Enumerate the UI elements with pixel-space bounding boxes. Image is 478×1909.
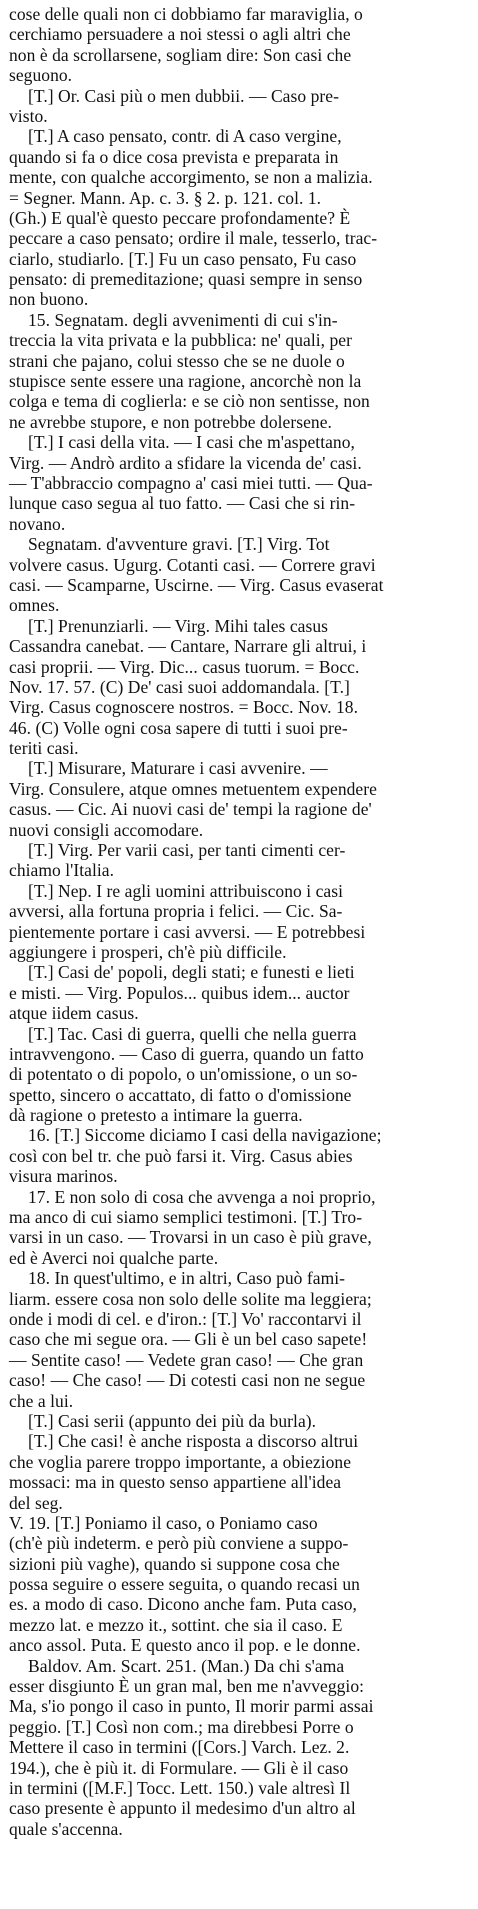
text-line: stupisce sente essere una ragione, ancorchè non la (9, 371, 362, 392)
text-line: 194.), che è più it. di Formulare. — Gli è il caso (9, 1757, 349, 1778)
text-line: caso che mi segue ora. — Gli è un bel caso sapete! (9, 1329, 368, 1350)
text-line: Virg. — Andrò ardito a sfidare la vicenda de' casi. (9, 452, 362, 473)
text-line: Mettere il caso in termini ([Cors.] Varch. Lez. 2. (9, 1737, 350, 1758)
text-line: liarm. essere cosa non solo delle solite ma leggiera; (9, 1288, 372, 1309)
text-line: visto. (9, 105, 48, 126)
text-line: omnes. (9, 595, 60, 616)
text-line: del seg. (9, 1492, 63, 1513)
text-line: colga e tema di coglierla: e se ciò non sentisse, non (9, 391, 370, 412)
text-line: treccia la vita privata e la pubblica: ne' quali, per (9, 330, 353, 351)
text-line: ciarlo, studiarlo. [T.] Fu un caso pensato, Fu caso (9, 248, 357, 269)
text-line: intravvengono. — Caso di guerra, quando un fatto (9, 1043, 364, 1064)
text-line: = Segner. Mann. Ap. c. 3. § 2. p. 121. col. 1. (9, 187, 322, 208)
text-line: che voglia parere troppo importante, a obiezione (9, 1451, 352, 1472)
text-line: [T.] Or. Casi più o men dubbii. — Caso pre- (28, 85, 339, 106)
text-line: [T.] Casi serii (appunto dei più da burla). (28, 1410, 317, 1431)
text-line: Cassandra canebat. — Cantare, Narrare gli altrui, i (9, 636, 367, 657)
text-line: seguono. (9, 65, 73, 86)
text-line: mente, con qualche accorgimento, se non a malizia. (9, 167, 373, 188)
text-line: caso presente è appunto il medesimo d'un altro al (9, 1798, 356, 1819)
text-line: 46. (C) Volle ogni cosa sapere di tutti i suoi pre- (9, 717, 348, 738)
text-line: [T.] Che casi! è anche risposta a discorso altrui (28, 1431, 359, 1452)
text-line: aggiungere i prosperi, ch'è più difficile. (9, 941, 287, 962)
text-line: mezzo lat. e mezzo it., sottint. che sia il caso. E (9, 1614, 343, 1635)
text-line: [T.] I casi della vita. — I casi che m'aspettano, (28, 432, 355, 453)
text-line: avversi, alla fortuna propria i felici. — Cic. Sa- (9, 901, 343, 922)
text-line: cose delle quali non ci dobbiamo far maraviglia, o (9, 4, 363, 24)
text-line: es. a modo di caso. Dicono anche fam. Puta caso, (9, 1594, 357, 1615)
text-line: mossaci: ma in questo senso appartiene all'idea (9, 1472, 342, 1493)
text-line: chiamo l'Italia. (9, 860, 115, 881)
text-line: [T.] Casi de' popoli, degli stati; e funesti e lieti (28, 962, 355, 983)
text-line: Baldov. Am. Scart. 251. (Man.) Da chi s'ama (28, 1655, 345, 1676)
text-line: 18. In quest'ultimo, e in altri, Caso può fami- (28, 1268, 346, 1289)
text-line: sizioni più vaghe), quando si suppone cosa che (9, 1553, 340, 1574)
text-line: teriti casi. (9, 738, 79, 759)
text-line: [T.] A caso pensato, contr. di A caso vergine, (28, 126, 342, 147)
text-line: atque iidem casus. (9, 1003, 139, 1024)
text-line: Ma, s'io pongo il caso in punto, Il morir parmi assai (9, 1696, 374, 1717)
text-line: Nov. 17. 57. (C) De' casi suoi addomandala. [T.] (9, 676, 350, 697)
text-line: dà ragione o pretesto a intimare la guerra. (9, 1105, 303, 1126)
text-line: spetto, sincero o accattato, di fatto o d'omissione (9, 1084, 352, 1105)
text-line: di potentato o di popolo, o un'omissione, o un so- (9, 1064, 358, 1085)
text-line: casi proprii. — Virg. Dic... casus tuorum. = Bocc. (9, 656, 360, 677)
text-line: 17. E non solo di cosa che avvenga a noi proprio, (28, 1186, 376, 1207)
text-line: in termini ([M.F.] Tocc. Lett. 150.) vale altresì Il (9, 1777, 351, 1798)
text-line: [T.] Nep. I re agli uomini attribuiscono i casi (28, 880, 343, 901)
text-line: lunque caso segua al tuo fatto. — Casi che si rin- (9, 493, 356, 514)
text-line: peccare a caso pensato; ordire il male, tesserlo, trac- (9, 228, 378, 249)
text-line: casi. — Scamparne, Uscirne. — Virg. Casus evaserat (9, 574, 384, 595)
text-line: ed è Averci noi qualche parte. (9, 1247, 219, 1268)
text-line: così con bel tr. che può farsi it. Virg. Casus abies (9, 1145, 353, 1166)
text-line: [T.] Virg. Per varii casi, per tanti cimenti cer- (28, 840, 346, 861)
text-line: pensato: di premeditazione; quasi sempre in senso (9, 269, 363, 290)
text-line: — Sentite caso! — Vedete gran caso! — Che gran (9, 1349, 364, 1370)
text-line: pientemente portare i casi avversi. — E potrebbesi (9, 921, 366, 942)
text-line: casus. — Cic. Ai nuovi casi de' tempi la ragione de' (9, 799, 372, 820)
text-line: che a lui. (9, 1390, 74, 1411)
text-line: ma anco di cui siamo semplici testimoni. [T.] Tro- (9, 1207, 363, 1228)
text-line: varsi in un caso. — Trovarsi in un caso è più grave, (9, 1227, 372, 1248)
text-line: [T.] Prenunziarli. — Virg. Mihi tales casus (28, 615, 328, 636)
text-line: non buono. (9, 289, 89, 310)
text-line: strani che pajano, colui stesso che se ne duole o (9, 350, 345, 371)
text-line: — T'abbraccio compagno a' casi miei tutti. — Qua- (9, 472, 373, 493)
text-line: peggio. [T.] Così non com.; ma direbbesi Porre o (9, 1716, 354, 1737)
text-line: 16. [T.] Siccome diciamo I casi della navigazione; (28, 1125, 382, 1146)
text-line: (Gh.) E qual'è questo peccare profondamente? È (9, 207, 351, 228)
text-line: non è da scrollarsene, sogliam dire: Son casi che (9, 44, 352, 65)
text-line: volvere casus. Ugurg. Cotanti casi. — Correre gravi (9, 554, 376, 575)
text-line: 15. Segnatam. degli avvenimenti di cui s'in- (28, 309, 338, 330)
text-line: anco assol. Puta. E questo anco il pop. e le donne. (9, 1635, 361, 1656)
text-line: quale s'accenna. (9, 1818, 123, 1839)
text-line: esser disgiunto È un gran mal, ben me n'avveggio: (9, 1676, 365, 1697)
text-line: quando si fa o dice cosa prevista e preparata in (9, 146, 339, 167)
text-line: [T.] Misurare, Maturare i casi avvenire. — (28, 758, 328, 779)
text-line: visura marinos. (9, 1166, 118, 1187)
text-line: Segnatam. d'avventure gravi. [T.] Virg. Tot (28, 534, 330, 555)
text-line: [T.] Tac. Casi di guerra, quelli che nella guerra (28, 1023, 357, 1044)
text-line: caso! — Che caso! — Di cotesti casi non ne segue (9, 1370, 366, 1391)
text-line: (ch'è più indeterm. e però più conviene a suppo- (9, 1533, 349, 1554)
text-line: V. 19. [T.] Poniamo il caso, o Poniamo caso (9, 1512, 318, 1533)
text-line: Virg. Casus cognoscere nostros. = Bocc. Nov. 18. (9, 697, 359, 718)
text-line: novano. (9, 513, 66, 534)
text-line: possa seguire o essere seguita, o quando recasi un (9, 1574, 360, 1595)
text-line: nuovi consigli accomodare. (9, 819, 204, 840)
text-line: ne avrebbe stupore, e non potrebbe dolersene. (9, 411, 332, 432)
text-line: e misti. — Virg. Populos... quibus idem... auctor (9, 982, 350, 1003)
text-line: cerchiamo persuadere a noi stessi o agli altri che (9, 24, 351, 45)
text-line: Virg. Consulere, atque omnes metuentem expendere (9, 778, 377, 799)
text-line: onde i modi di cel. e d'iron.: [T.] Vo' raccontarvi il (9, 1309, 362, 1329)
